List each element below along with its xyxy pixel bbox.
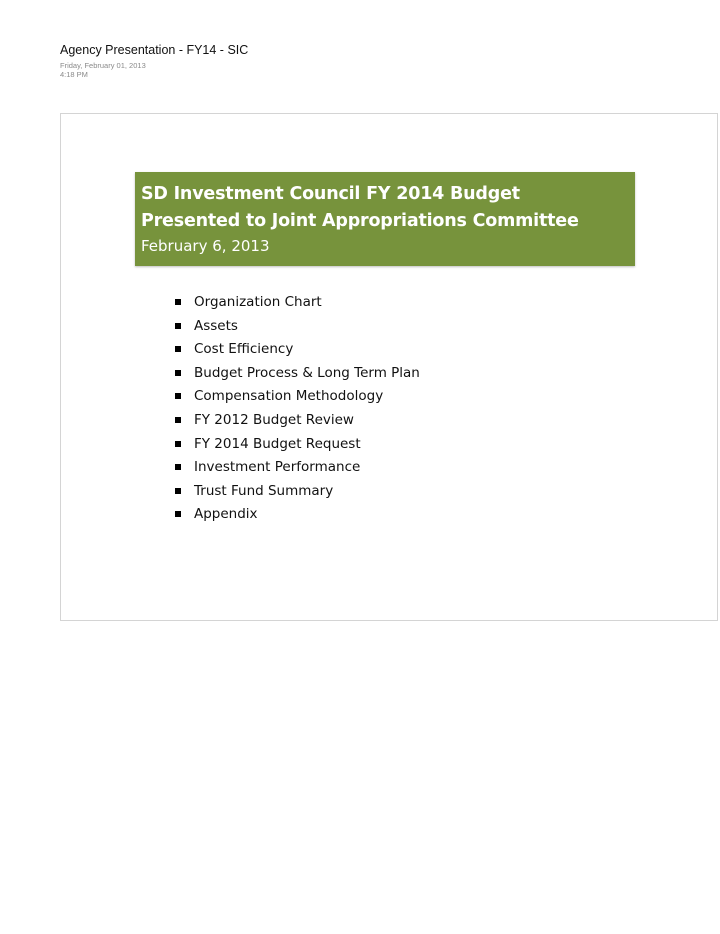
slide-title-line-1: SD Investment Council FY 2014 Budget bbox=[141, 184, 520, 204]
square-bullet-icon bbox=[175, 346, 181, 352]
agenda-item-label: Compensation Methodology bbox=[194, 388, 384, 405]
square-bullet-icon bbox=[175, 464, 181, 470]
square-bullet-icon bbox=[175, 370, 181, 376]
agenda-item-label: Assets bbox=[194, 317, 238, 334]
agenda-list bbox=[174, 291, 420, 527]
page-time: 4:18 PM bbox=[60, 70, 88, 79]
slide-title-line-2: Presented to Joint Appropriations Committee bbox=[141, 211, 579, 231]
agenda-item bbox=[174, 338, 420, 362]
page-title: Agency Presentation - FY14 - SIC bbox=[60, 43, 249, 57]
slide-title-date: February 6, 2013 bbox=[141, 237, 270, 255]
agenda-item-label: Organization Chart bbox=[194, 294, 322, 310]
page-header bbox=[60, 42, 248, 79]
agenda-item bbox=[174, 362, 420, 386]
page-date: Friday, February 01, 2013 bbox=[60, 61, 146, 70]
square-bullet-icon bbox=[175, 441, 181, 447]
agenda-item-label: Appendix bbox=[194, 506, 258, 523]
agenda-item-label: Investment Performance bbox=[194, 459, 361, 476]
agenda-item bbox=[174, 385, 420, 409]
square-bullet-icon bbox=[175, 323, 181, 329]
agenda-item bbox=[174, 315, 420, 339]
square-bullet-icon bbox=[175, 488, 181, 494]
slide-title-box bbox=[135, 172, 635, 266]
agenda-item bbox=[174, 409, 420, 433]
agenda-item bbox=[174, 433, 420, 457]
agenda-item bbox=[174, 456, 420, 480]
agenda-item-label: FY 2014 Budget Request bbox=[194, 435, 361, 452]
square-bullet-icon bbox=[175, 417, 181, 423]
agenda-item bbox=[174, 291, 420, 315]
agenda-item-label: Budget Process & Long Term Plan bbox=[194, 364, 420, 381]
agenda-item bbox=[174, 480, 420, 504]
square-bullet-icon bbox=[175, 393, 181, 399]
square-bullet-icon bbox=[175, 511, 181, 517]
square-bullet-icon bbox=[175, 299, 181, 305]
page-meta bbox=[60, 61, 248, 79]
agenda-item-label: Cost Efficiency bbox=[194, 341, 294, 358]
agenda-item-label: FY 2012 Budget Review bbox=[194, 411, 354, 428]
agenda-item-label: Trust Fund Summary bbox=[194, 482, 334, 499]
agenda-item bbox=[174, 503, 420, 527]
slide-image bbox=[60, 113, 718, 621]
